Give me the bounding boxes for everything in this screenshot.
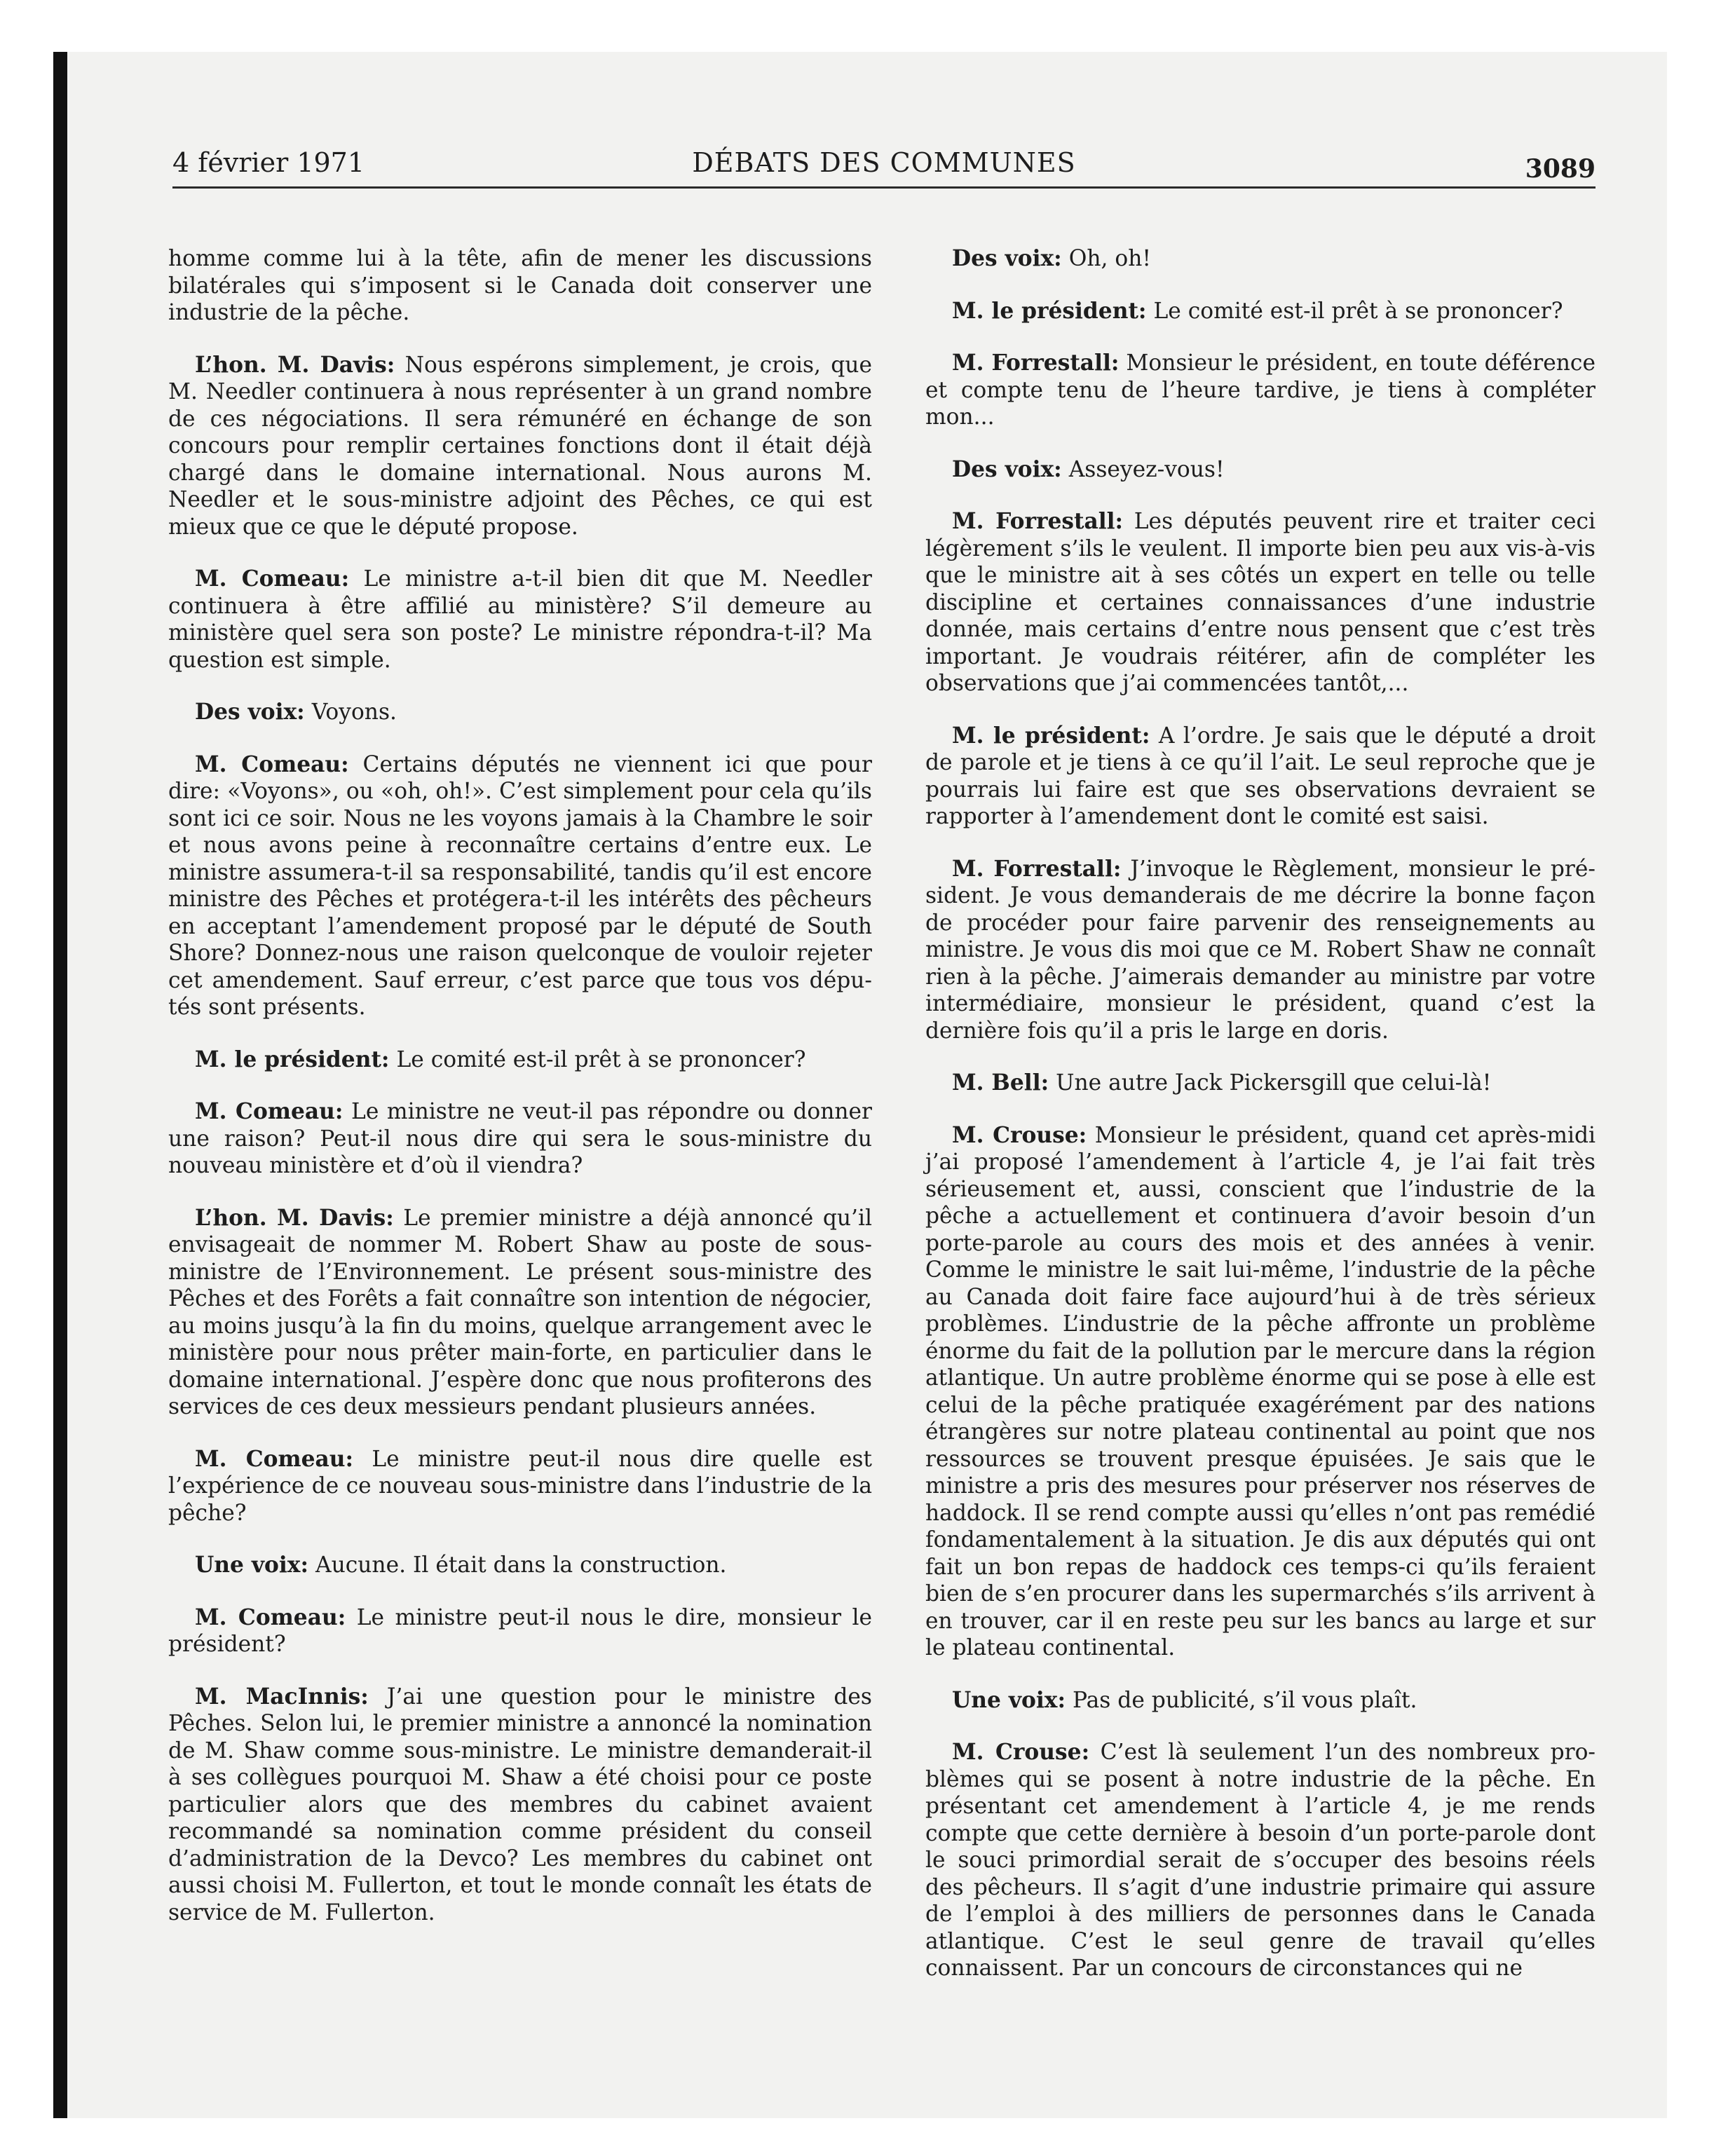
- speaker-name: M. Comeau:: [195, 1446, 354, 1472]
- paragraph: [925, 1687, 1595, 1714]
- header-title: DÉBATS DES COMMUNES: [692, 147, 1076, 178]
- speaker-name: M. le président:: [952, 723, 1150, 749]
- paragraph: [168, 699, 872, 726]
- speech-text: Voyons.: [311, 700, 397, 725]
- speaker-name: M. MacInnis:: [195, 1684, 369, 1710]
- speaker-name: Des voix:: [952, 246, 1062, 271]
- speaker-name: M. Crouse:: [952, 1740, 1090, 1765]
- speech-text: Le comité est-il prêt à se prononcer?: [1153, 298, 1563, 324]
- speaker-name: Une voix:: [195, 1553, 309, 1578]
- speech-text: Le ministre peut-il nous dire quelle est l’expérience de ce nouveau sous-ministre dans l’industrie de la pêche?: [168, 1446, 872, 1526]
- paragraph: [168, 245, 872, 327]
- speaker-name: Des voix:: [952, 456, 1062, 482]
- speech-text: homme comme lui à la tête, afin de mener les discussions bilatérales qui s’imposent si le Canada doit conserver une industrie de la pêche.: [168, 246, 872, 325]
- speech-text: Le ministre a-t-il bien dit que M. Needler continuera à être affilié au ministère? S’il demeure au ministère quel sera son poste? Le ministre répondra-t-il? Ma question est simple.: [168, 566, 872, 673]
- paragraph: [925, 508, 1595, 697]
- speech-text: J’ai une question pour le ministre des Pêches. Selon lui, le premier ministre a annoncé la nomination de M. Shaw comme sous-ministre. Le ministre demanderait-il à ses collègues pourquoi M. Shaw a été choisi pour ce poste particulier alors que des membres du cabinet avaient recommandé sa nomination comme président du conseil d’administration de la Devco? Les membres du cabinet ont aussi choisi M. Fullerton, et tout le monde connaît les états de service de M. Fullerton.: [168, 1684, 872, 1925]
- paragraph: [168, 1684, 872, 1927]
- paragraph: [168, 1446, 872, 1527]
- speech-text: Monsieur le président, en toute déférence et compte tenu de l’heure tardive, je tiens à compléter mon...: [925, 350, 1595, 430]
- paragraph: [925, 723, 1595, 831]
- left-column: [168, 245, 872, 1951]
- speech-text: Monsieur le président, quand cet après-midi j’ai proposé l’amendement à l’article 4, je l’ai fait très sérieusement et, aussi, conscient que l’industrie de la pêche a actuellement et continuera d’avoir besoin d’un porte-parole au cours des mois et des années à venir. Comme le ministre le sait lui-même, l’industrie de la pêche au Canada doit faire face aujourd’hui à de très sérieux problèmes. L’industrie de la pêche affronte un problème énorme du fait de la pollution par le mercure dans la région atlantique. Un autre problème énorme qui se pose à elle est celui de la pêche pratiquée exagérément par des nations étrangères sur notre plateau continental au point que nos ressources se trouvent presque épuisées. Je sais que le ministre a pris des mesures pour préserver nos réserves de haddock. Il se rend compte aussi qu’elles n’ont pas remédié fondamentalement à la situation. Je dis aux députés qui ont fait un bon repas de haddock ces temps-ci qu’ils feraient bien de s’en procurer dans les supermarchés s’ils arrivent à en trouver, car il en reste peu sur les bancs au large et sur le plateau continental.: [925, 1122, 1595, 1660]
- speaker-name: M. le président:: [195, 1046, 390, 1072]
- speech-text: Pas de publicité, s’il vous plaît.: [1072, 1687, 1417, 1713]
- paragraph: [168, 1046, 872, 1074]
- page-header: [172, 147, 1595, 189]
- speech-text: Aucune. Il était dans la construction.: [315, 1553, 727, 1578]
- speaker-name: M. Forrestall:: [952, 350, 1120, 376]
- paragraph: [168, 1604, 872, 1658]
- speech-text: Le ministre peut-il nous le dire, monsieur le président?: [168, 1604, 873, 1657]
- scan-margin: [0, 0, 53, 2156]
- speech-text: Nous espérons simplement, je crois, que M. Needler continuera à nous représenter à un grand nombre de ces négociations. Il sera rémunéré en échange de son concours pour remplir certaines fonctions dont il était déjà chargé dans le domaine international. Nous aurons M. Needler et le sous-ministre adjoint des Pêches, ce qui est mieux que ce que le député propose.: [168, 352, 872, 540]
- speaker-name: M. Comeau:: [195, 1099, 343, 1124]
- paragraph: [925, 1070, 1595, 1097]
- speaker-name: L’hon. M. Davis:: [195, 352, 395, 378]
- speech-text: Le comité est-il prêt à se prononcer?: [396, 1046, 806, 1072]
- paragraph: [168, 751, 872, 1021]
- paragraph: [168, 566, 872, 674]
- speaker-name: M. Comeau:: [195, 751, 349, 777]
- speech-text: Oh, oh!: [1068, 246, 1151, 271]
- paragraph: [925, 1122, 1595, 1662]
- speaker-name: M. Forrestall:: [952, 856, 1122, 882]
- speech-text: C’est là seulement l’un des nombreux problèmes qui se posent à notre industrie de la pêche. En présentant cet amendement à l’article 4, je me rends compte que cette dernière à besoin d’un porte-parole dont le souci primordial serait de s’occuper des besoins réels des pêcheurs. Il s’agit d’une industrie primaire qui assure de l’emploi à des milliers de personnes dans le Canada atlantique. C’est le seul genre de travail qu’elles connaissent. Par un concours de circonstances qui ne: [925, 1740, 1595, 1981]
- speaker-name: Des voix:: [195, 700, 305, 725]
- paragraph: [925, 245, 1595, 273]
- paragraph: [168, 1205, 872, 1421]
- paragraph: [168, 1552, 872, 1579]
- speech-text: Une autre Jack Pickersgill que celui-là!: [1056, 1070, 1492, 1096]
- speech-text: A l’ordre. Je sais que le député a droit de parole et je tiens à ce qu’il l’ait. Le seul reproche que je pourrais lui faire est que ses observations devraient se rapporter à l’amendement dont le comité est saisi.: [925, 723, 1595, 829]
- paragraph: [168, 352, 872, 541]
- paragraph: [925, 856, 1595, 1045]
- speaker-name: L’hon. M. Davis:: [195, 1205, 394, 1231]
- speaker-name: M. Comeau:: [195, 1604, 346, 1630]
- speech-text: Asseyez-vous!: [1068, 456, 1225, 482]
- header-date: 4 février 1971: [172, 147, 365, 178]
- speaker-name: M. Crouse:: [952, 1122, 1087, 1148]
- paragraph: [925, 298, 1595, 325]
- page-number: 3089: [1525, 154, 1595, 184]
- header-rule: [172, 186, 1595, 189]
- right-column: [925, 245, 1595, 2007]
- speech-text: Les députés peuvent rire et traiter ceci légèrement s’ils le veulent. Il importe bien peu aux vis-à-vis que le ministre ait à ses côtés un expert en telle ou telle discipline et certaines connaissances d’une industrie donnée, mais certains d’entre nous pensent que c’est très important. Je voudrais réitérer, afin de compléter les observations que j’ai commencées tantôt,...: [925, 509, 1595, 696]
- paragraph: [925, 350, 1595, 431]
- speaker-name: Une voix:: [952, 1687, 1066, 1713]
- speaker-name: M. Forrestall:: [952, 509, 1124, 534]
- speech-text: Le premier ministre a déjà annoncé qu’il envisageait de nommer M. Robert Shaw au poste de sous-ministre de l’Environnement. Le présent sous-ministre des Pêches et des Forêts a fait connaître son intention de négocier, au moins jusqu’à la fin du moins, quelque arrangement avec le ministère pour nous prêter main-forte, en particulier dans le domaine international. J’espère donc que nous profiterons des services de ces deux messieurs pendant plusieurs années.: [168, 1205, 872, 1419]
- speaker-name: M. le président:: [952, 298, 1147, 324]
- speech-text: Certains députés ne viennent ici que pour dire: «Voyons», ou «oh, oh!». C’est simplement pour cela qu’ils sont ici ce soir. Nous ne les voyons jamais à la Chambre le soir et nous avons peine à reconnaître certains d’entre eux. Le ministre assumera-t-il sa responsabilité, tandis qu’il est encore ministre des Pêches et protégera-t-il les intérêts des pêcheurs en acceptant l’amendement proposé par le député de South Shore? Donnez-nous une raison quelconque de vouloir rejeter cet amendement. Sauf erreur, c’est parce que tous vos députés sont présents.: [168, 751, 872, 1020]
- scan-border: [53, 52, 67, 2118]
- paragraph: [925, 456, 1595, 484]
- speaker-name: M. Bell:: [952, 1070, 1049, 1096]
- paragraph: [168, 1098, 872, 1180]
- speaker-name: M. Comeau:: [195, 566, 350, 592]
- paragraph: [925, 1739, 1595, 1982]
- speech-text: J’invoque le Règlement, monsieur le président. Je vous demanderais de me décrire la bonne façon de procéder pour faire parvenir des renseignements au ministre. Je vous dis moi que ce M. Robert Shaw ne connaît rien à la pêche. J’aimerais demander au ministre par votre intermédiaire, monsieur le président, quand c’est la dernière fois qu’il a pris le large en doris.: [925, 856, 1595, 1044]
- speech-text: Le ministre ne veut-il pas répondre ou donner une raison? Peut-il nous dire qui sera le sous-ministre du nouveau ministère et d’où il viendra?: [168, 1099, 872, 1178]
